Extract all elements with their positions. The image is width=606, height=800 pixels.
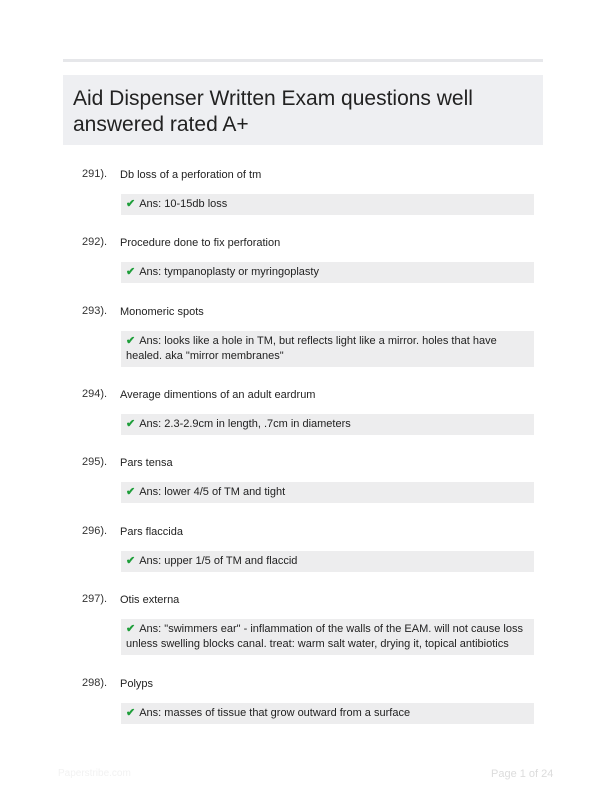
question-number: 292).	[82, 236, 108, 248]
question-text: Pars tensa	[120, 457, 173, 469]
question-text: Pars flaccida	[120, 526, 183, 538]
answer-box	[121, 703, 534, 724]
question-number: 296).	[82, 525, 108, 537]
check-icon: ✔	[126, 623, 136, 635]
page-title: Aid Dispenser Written Exam questions well answered rated A+	[73, 87, 473, 136]
check-icon: ✔	[126, 335, 136, 347]
check-icon: ✔	[126, 486, 136, 498]
answer-box	[121, 482, 534, 503]
question-number: 297).	[82, 593, 108, 605]
check-icon: ✔	[126, 198, 136, 210]
question-number: 298).	[82, 677, 108, 689]
answer-box	[121, 331, 534, 367]
title-banner	[63, 75, 543, 145]
answer-box	[121, 194, 534, 215]
question-text: Average dimentions of an adult eardrum	[120, 389, 316, 401]
check-icon: ✔	[126, 707, 136, 719]
answer-text: Ans: masses of tissue that grow outward from a surface	[139, 707, 411, 719]
answer-text: Ans: 2.3-2.9cm in length, .7cm in diameters	[139, 418, 351, 430]
question-number: 294).	[82, 388, 108, 400]
question-number: 295).	[82, 456, 108, 468]
check-icon: ✔	[126, 418, 136, 430]
answer-box	[121, 551, 534, 572]
answer-text: Ans: tympanoplasty or myringoplasty	[139, 266, 319, 278]
answer-text: Ans: lower 4/5 of TM and tight	[139, 486, 286, 498]
question-text: Db loss of a perforation of tm	[120, 169, 262, 181]
question-text: Otis externa	[120, 594, 180, 606]
question-text: Procedure done to fix perforation	[120, 237, 281, 249]
question-number: 291).	[82, 168, 108, 180]
check-icon: ✔	[126, 266, 136, 278]
answer-box	[121, 414, 534, 435]
answer-text: Ans: 10-15db loss	[139, 198, 228, 210]
top-divider	[63, 59, 543, 62]
answer-box	[121, 619, 534, 655]
footer-watermark: Paperstribe.com	[58, 768, 131, 779]
question-number: 293).	[82, 305, 108, 317]
answer-text: Ans: upper 1/5 of TM and flaccid	[139, 555, 298, 567]
answer-box	[121, 262, 534, 283]
answer-text: Ans: looks like a hole in TM, but reflects light like a mirror. holes that have healed. aka "mirror membranes"	[126, 335, 497, 362]
check-icon: ✔	[126, 555, 136, 567]
answer-text: Ans: "swimmers ear" - inflammation of the walls of the EAM. will not cause loss unless swelling blocks canal. treat: warm salt water, drying it, topical antibiotics	[126, 623, 523, 650]
page-number: Page 1 of 24	[491, 768, 554, 780]
question-text: Monomeric spots	[120, 306, 204, 318]
question-text: Polyps	[120, 678, 154, 690]
